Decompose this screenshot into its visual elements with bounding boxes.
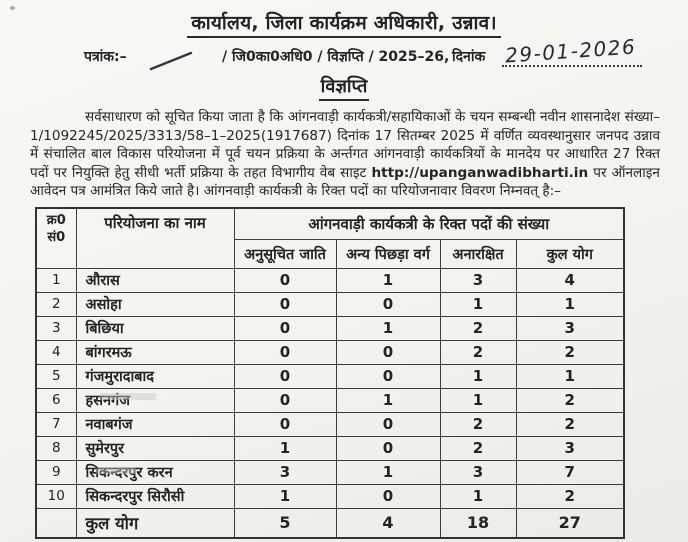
cell-sc: 0: [234, 316, 336, 340]
notice-heading: विज्ञप्ति: [319, 74, 370, 101]
table-row: [36, 292, 624, 316]
column-group-header: आंगनवाड़ी कार्यकत्री के रिक्त पदों की संख्या: [234, 208, 624, 240]
cell-unreserved: 1: [440, 388, 516, 412]
cell-sc: 0: [234, 340, 336, 364]
handwritten-date: 29-01-2026: [504, 34, 637, 68]
reference-line: [0, 34, 688, 73]
cell-obc: 1: [336, 388, 440, 412]
cell-serial: 4: [36, 340, 76, 364]
vacancy-table: [35, 207, 625, 540]
table-row: [36, 388, 624, 412]
reference-number: / जि0का0अधि0 / विज्ञप्ति / 2025–26,: [222, 49, 450, 65]
cell-serial: 10: [36, 484, 76, 508]
cell-serial: 3: [36, 316, 76, 340]
cell-project-name: बिछिया: [76, 316, 234, 340]
date-label: दिनांक: [452, 49, 486, 65]
cell-unreserved: 1: [440, 292, 516, 316]
cell-project-name: असोहा: [76, 292, 234, 316]
table-row: [36, 484, 624, 508]
column-header-obc: अन्य पिछड़ा वर्ग: [336, 239, 440, 268]
cell-sc: 0: [234, 364, 336, 388]
serial-header-line1: क्र0: [46, 212, 66, 228]
letter-no-label: पत्रांक:–: [84, 49, 127, 65]
cell-obc: 1: [336, 316, 440, 340]
cell-total: 2: [516, 412, 624, 436]
cell-obc: 1: [336, 460, 440, 484]
column-header-total: कुल योग: [516, 239, 624, 268]
total-grand: 27: [516, 508, 624, 538]
table-row: [36, 340, 624, 364]
cell-serial: 8: [36, 436, 76, 460]
column-header-sc: अनुसूचित जाति: [234, 239, 336, 268]
cell-project-name: सुमेरपुर: [76, 436, 234, 460]
cell-unreserved: 1: [440, 364, 516, 388]
cell-obc: 0: [336, 340, 440, 364]
cell-project-name: हसनगंज: [76, 388, 234, 412]
table-row: [36, 268, 624, 292]
cell-obc: 0: [336, 412, 440, 436]
paragraph-text-before-url: सर्वसाधारण को सूचित किया जाता है कि आंगनवाड़ी कार्यकत्री/सहायिकाओं के चयन सम्बन्धी नवीन शासनादेश संख्या–1/1092245/2025/3313/58–1–2025(1917687) दिनांक 17 सितम्बर 2025 में वर्णित व्यवस्थानुसार जनपद उन्नाव में संचालित बाल विकास परियोजना में पूर्व चयन प्रक्रिया के अर्न्तगत आंगनवाड़ी कार्यकत्रियों के मानदेय पर आधारित 27 रिक्त पदों पर नियुक्ति हेतु सीधी भर्ती प्रक्रिया के तहत विभागीय वेब साइट: [30, 109, 660, 181]
column-header-project-name: परियोजना का नाम: [76, 208, 234, 269]
total-unreserved: 18: [440, 508, 516, 538]
cell-total: 3: [516, 316, 624, 340]
cell-project-name: सिकन्दरपुर करन: [76, 460, 234, 484]
table-row: [36, 412, 624, 436]
cell-obc: 0: [336, 364, 440, 388]
cell-total: 3: [516, 436, 624, 460]
cell-project-name: औरास: [76, 268, 234, 292]
cell-total: 1: [516, 364, 624, 388]
cell-obc: 0: [336, 292, 440, 316]
vacancy-table-container: [35, 207, 688, 540]
handwritten-slash-mark: [148, 51, 194, 71]
table-row: [36, 364, 624, 388]
cell-serial: 7: [36, 412, 76, 436]
cell-unreserved: 2: [440, 412, 516, 436]
scan-artifact-dot: [10, 6, 15, 10]
cell-total: 7: [516, 460, 624, 484]
scan-smudge: [100, 393, 156, 400]
cell-unreserved: 3: [440, 460, 516, 484]
cell-serial: 5: [36, 364, 76, 388]
cell-serial: 1: [36, 268, 76, 292]
total-sc: 5: [234, 508, 336, 538]
table-header-row-1: [36, 208, 624, 240]
cell-unreserved: 2: [440, 436, 516, 460]
cell-obc: 0: [336, 436, 440, 460]
cell-total: 1: [516, 292, 624, 316]
notice-paragraph: [30, 108, 660, 201]
cell-sc: 0: [234, 292, 336, 316]
cell-sc: 0: [234, 268, 336, 292]
total-label: कुल योग: [76, 508, 234, 538]
cell-unreserved: 1: [440, 484, 516, 508]
page-title: कार्यालय, जिला कार्यक्रम अधिकारी, उन्नाव।: [187, 9, 501, 38]
cell-sc: 1: [234, 484, 336, 508]
cell-unreserved: 2: [440, 316, 516, 340]
website-url: http://upanganwadibharti.in: [371, 164, 589, 181]
table-total-row: [36, 508, 624, 538]
total-obc: 4: [336, 508, 440, 538]
cell-project-name: गंजमुरादाबाद: [76, 364, 234, 388]
cell-sc: 1: [234, 436, 336, 460]
cell-obc: 1: [336, 268, 440, 292]
cell-serial: 2: [36, 292, 76, 316]
cell-obc: 0: [336, 484, 440, 508]
cell-total: 2: [516, 484, 624, 508]
cell-total: 2: [516, 388, 624, 412]
cell-serial: 9: [36, 460, 76, 484]
cell-sc: 0: [234, 412, 336, 436]
cell-total: 4: [516, 268, 624, 292]
scan-smudge: [96, 468, 136, 474]
cell-serial: 6: [36, 388, 76, 412]
cell-project-name: बांगरमऊ: [76, 340, 234, 364]
paragraph-text-after-url: पर ऑनलाइन आवेदन पत्र आमंत्रित किये जाते है। आंगनवाड़ी कार्यकत्री के रिक्त पदों का परियोजनावार विवरण निम्नवत् है:–: [30, 164, 660, 199]
cell-project-name: सिकन्दरपुर सिरौसी: [76, 484, 234, 508]
cell-sc: 3: [234, 460, 336, 484]
table-row: [36, 316, 624, 340]
cell-project-name: नवाबगंज: [76, 412, 234, 436]
cell-serial-empty: [36, 508, 76, 538]
cell-total: 2: [516, 340, 624, 364]
table-row: [36, 436, 624, 460]
cell-unreserved: 2: [440, 340, 516, 364]
serial-header-line2: सं0: [47, 229, 66, 245]
notice-heading-row: [0, 74, 688, 101]
cell-sc: 0: [234, 388, 336, 412]
header: [0, 0, 688, 38]
column-header-serial: [36, 208, 76, 269]
cell-unreserved: 3: [440, 268, 516, 292]
column-header-unreserved: अनारक्षित: [440, 239, 516, 268]
